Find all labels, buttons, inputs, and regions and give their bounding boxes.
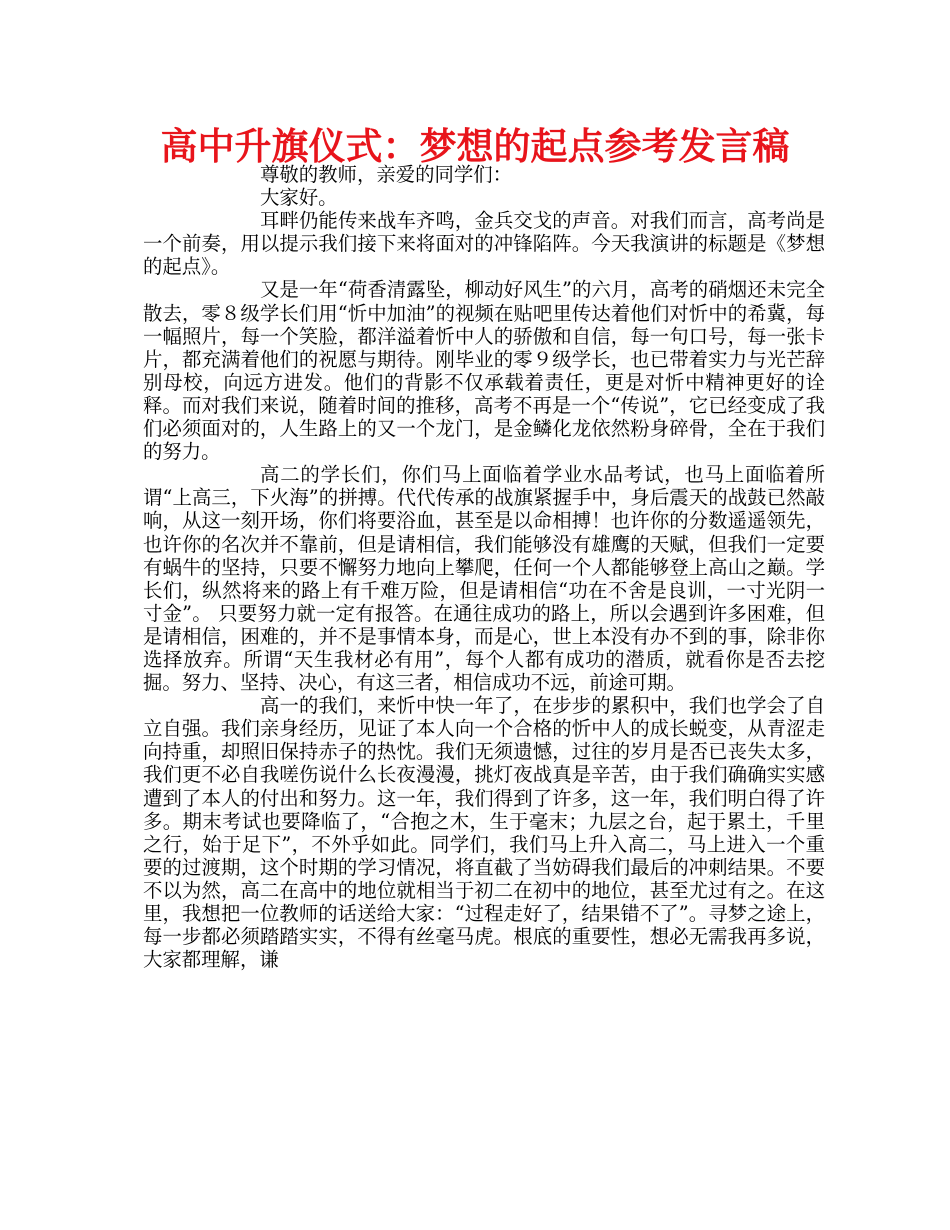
greeting: 大家好。 [260,186,338,210]
document-body [143,163,825,971]
paragraph: 又是一年“荷香清露坠，柳动好风生”的六月，高考的硝烟还未完全散去，零８级学长们用“忻中加油”的视频在贴吧里传达着他们对忻中的希冀，每一幅照片，每一个笑脸，都洋溢着忻中人的骄傲和自信，每一句口号，每一张卡片，都充满着他们的祝愿与期待。刚毕业的零９级学长，也已带着实力与光芒辞别母校，向远方进发。他们的背影不仅承载着责任，更是对忻中精神更好的诠释。而对我们来说，随着时间的推移，高考不再是一个“传说”，它已经变成了我们必须面对的，人生路上的又一个龙门，是金鳞化龙依然粉身碎骨，全在于我们的努力。 [143,278,825,464]
paragraph: 高二的学长们，你们马上面临着学业水品考试，也马上面临着所谓“上高三，下火海”的拼搏。代代传承的战旗紧握手中，身后震天的战鼓已然敲响，从这一刻开场，你们将要浴血，甚至是以命相搏！也许你的分数遥遥领先，也许你的名次并不靠前，但是请相信，我们能够没有雄鹰的天赋，但我们一定要有蜗牛的坚持，只要不懈努力地向上攀爬，任何一个人都能够登上高山之巅。学长们，纵然将来的路上有千难万险，但是请相信“功在不舍是良训，一寸光阴一寸金”。 只要努力就一定有报答。在通往成功的路上，所以会遇到许多困难，但是请相信，困难的，并不是事情本身，而是心，世上本没有办不到的事，除非你选择放弃。所谓“天生我材必有用”，每个人都有成功的潜质，就看你是否去挖掘。努力、坚持、决心，有这三者，相信成功不远，前途可期。 [143,463,825,695]
salutation: 尊敬的教师，亲爱的同学们： [260,163,513,186]
paragraph: 高一的我们，来忻中快一年了，在步步的累积中，我们也学会了自立自强。我们亲身经历，见证了本人向一个合格的忻中人的成长蜕变，从青涩走向持重，却照旧保持赤子的热忱。我们无须遗憾，过往的岁月是否已丧失太多，我们更不必自我嗟伤说什么长夜漫漫，挑灯夜战真是辛苦，由于我们确确实实感遭到了本人的付出和努力。这一年，我们得到了许多，这一年，我们明白得了许多。期末考试也要降临了，“合抱之木，生于毫末；九层之台，起于累土，千里之行，始于足下”，不外乎如此。同学们，我们马上升入高二，马上进入一个重要的过渡期，这个时期的学习情况，将直截了当妨碍我们最后的冲刺结果。不要不以为然，高二在高中的地位就相当于初二在初中的地位，甚至尤过有之。在这里，我想把一位教师的话送给大家：“过程走好了，结果错不了”。寻梦之途上，每一步都必须踏踏实实，不得有丝毫马虎。根底的重要性，想必无需我再多说，大家都理解，谦 [143,694,825,972]
document-title: 高中升旗仪式：梦想的起点参考发言稿 [160,125,790,168]
paragraph: 耳畔仍能传来战车齐鸣，金兵交戈的声音。对我们而言，高考尚是一个前奏，用以提示我们接下来将面对的冲锋陷阵。今天我演讲的标题是《梦想的起点》。 [143,209,825,279]
